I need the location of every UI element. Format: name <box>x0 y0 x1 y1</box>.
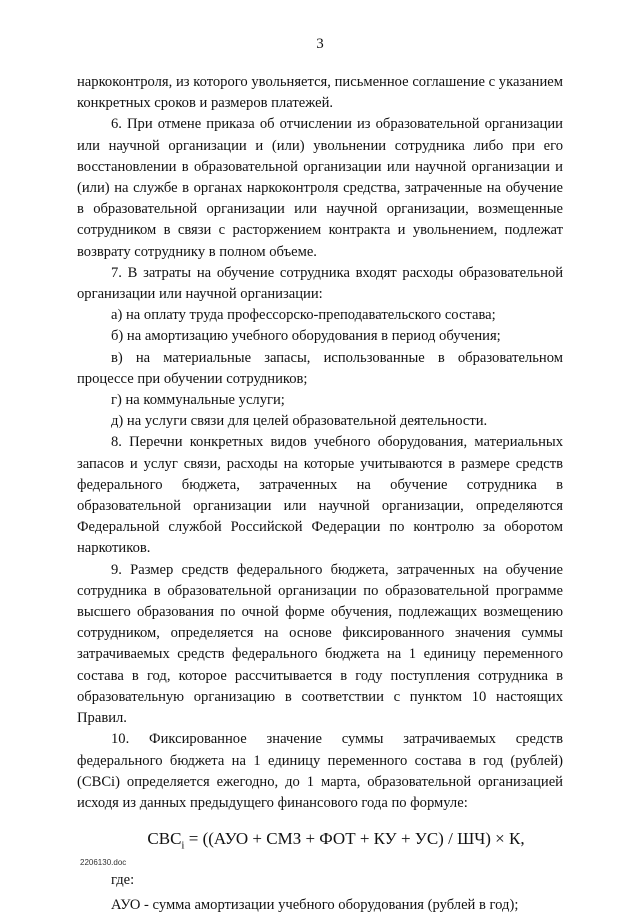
paragraph-8: 8. Перечни конкретных видов учебного оборудования, материальных запасов и услуг связи, расходы на которые учитываются в размере средств федерального бюджета, затраченных на обучение сотрудника в образовательной организации или научной организации, определяются Федеральной службой Российской Федерации по контролю за оборотом наркотиков. <box>77 434 563 557</box>
formula <box>109 827 563 857</box>
paragraph-7: 7. В затраты на обучение сотрудника входят расходы образовательной организации или научной организации: <box>77 264 563 303</box>
formula-equals: = <box>184 829 203 849</box>
paragraph-9: 9. Размер средств федерального бюджета, затраченных на обучение сотрудника в образовательной организации по образовательной программе высшего образования по очной форме обучения, подлежащих возмещению сотрудником, определяется на основе фиксированного значения суммы затрачиваемых средств федерального бюджета на 1 единицу переменного состава в год, которое рассчитывается в году поступления сотрудника в образовательную организацию в соответствии с пунктом 10 настоящих Правил. <box>77 561 563 727</box>
definition-auo: АУО - сумма амортизации учебного оборудования (рублей в год); <box>111 896 519 913</box>
formula-lhs: СВС <box>147 829 182 849</box>
paragraph-continuation: наркоконтроля, из которого увольняется, письменное соглашение с указанием конкретных сроков и размеров платежей. <box>77 74 563 112</box>
document-body <box>77 72 563 916</box>
paragraph-7c: в) на материальные запасы, использованные в образовательном процессе при обучении сотрудников; <box>77 349 563 387</box>
where-label: где: <box>111 871 135 888</box>
paragraph-7a: а) на оплату труда профессорско-преподавательского состава; <box>111 307 496 324</box>
paragraph-7e: д) на услуги связи для целей образовательной деятельности. <box>111 413 488 430</box>
page-number: 3 <box>316 36 324 52</box>
formula-rhs: ((АУО + СМЗ + ФОТ + КУ + УС) / ШЧ) × К, <box>202 829 525 849</box>
paragraph-6: 6. При отмене приказа об отчислении из образовательной организации или научной организации и (или) увольнении сотрудника либо при его восстановлении в образовательной организации или научной организации и (или) на службе в органах наркоконтроля средства, затраченные на обучение в образовательной организации или научной организации, возмещенные сотрудником в связи с расторжением контракта и увольнением, подлежат возврату сотруднику в полном объеме. <box>77 116 563 260</box>
paragraph-10: 10. Фиксированное значение суммы затрачиваемых средств федерального бюджета на 1 единицу переменного состава в год (рублей) (СВСi) определяется ежегодно, до 1 марта, образовательной организацией исходя из данных предыдущего финансового года по формуле: <box>77 731 563 811</box>
paragraph-7b: б) на амортизацию учебного оборудования в период обучения; <box>111 328 501 345</box>
file-name-footer: 2206130.doc <box>80 858 127 867</box>
paragraph-7d: г) на коммунальные услуги; <box>111 392 285 409</box>
formula-lhs-subscript: i <box>181 839 185 852</box>
